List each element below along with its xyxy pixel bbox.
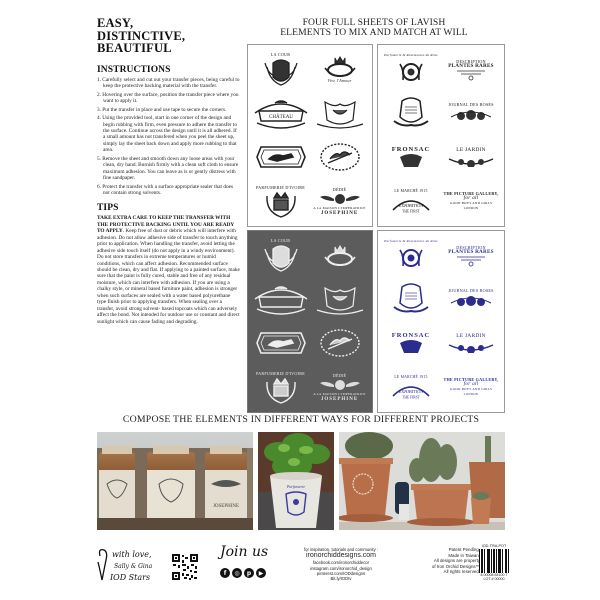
rose-garland-icon xyxy=(449,293,493,311)
svg-text:EXHIBITION: EXHIBITION xyxy=(398,388,424,394)
transfer-sheet-black-on-white xyxy=(247,44,373,227)
motif-marche-exhibition xyxy=(382,366,440,408)
motif-caption: Parfumerie & Rosementes du Rose xyxy=(384,239,438,244)
motif-birds-wreath xyxy=(311,137,368,179)
motif-caption-text: LE MARCHÉ xyxy=(394,188,419,193)
cacti-photo-image xyxy=(339,432,505,530)
exhibition-wreath-icon xyxy=(389,194,433,214)
sku-label: IOD-TRA-POT xyxy=(481,544,507,548)
motif-caption: PARFUMERIE D'IVOIRE xyxy=(256,370,305,376)
social-links xyxy=(220,568,266,578)
motif-caption: JOSEPHINE xyxy=(320,396,359,402)
facebook-link[interactable]: facebook.com/ironorchiddecor xyxy=(312,560,370,566)
motif-le-jardin xyxy=(442,323,500,365)
instruction-step: 2. Hovering over the surface, position the transfer piece where you want to apply it. xyxy=(97,91,239,104)
motif-caption: GOOD BOYS AND GIRLS xyxy=(449,201,493,206)
youtube-icon[interactable]: ▶ xyxy=(256,568,266,578)
community-links xyxy=(286,547,396,581)
instruction-step: 1. Carefully select and cut out your transfer pieces, being careful to keep the protective backing material with the transfer. xyxy=(97,76,240,89)
motif-journal xyxy=(442,93,500,135)
motif-la-cour xyxy=(252,49,309,91)
pinterest-icon[interactable]: p xyxy=(244,568,254,578)
motif-caption: LE JARDIN xyxy=(456,332,486,339)
motif-caption: LONDON xyxy=(463,392,479,397)
motif-caption: PARFUMERIE D'IVOIRE xyxy=(256,184,305,190)
motif-caption: PLANTES RARES xyxy=(448,248,494,255)
legal-line: Patent Pending. xyxy=(448,547,480,552)
heart-signature-icon xyxy=(96,546,166,586)
svg-text:CHÂTEAU: CHÂTEAU xyxy=(268,114,293,120)
motif-la-cour xyxy=(252,235,309,277)
motif-horse xyxy=(252,323,309,365)
motif-caption: THE PICTURE GALLERY, xyxy=(443,191,499,197)
join-us-block xyxy=(216,546,276,586)
legal-line: All rights reserved. xyxy=(443,569,480,575)
motif-caption-text: LE MARCHÉ xyxy=(394,374,419,379)
motif-caption: A LA MAISON L'IMPERATRICE xyxy=(313,391,366,396)
text-lines-icon xyxy=(451,255,491,267)
svg-text:Sally & Gina: Sally & Gina xyxy=(114,563,153,570)
motif-caption: DESCRIPTION xyxy=(456,244,486,250)
motif-fronsac xyxy=(382,137,440,179)
svg-text:EXHIBITION: EXHIBITION xyxy=(398,202,424,208)
winged-emblem-icon xyxy=(318,378,362,392)
legal-text xyxy=(418,547,480,575)
instagram-icon[interactable]: ◎ xyxy=(232,568,242,578)
crock-label: JOSEPHINE xyxy=(212,504,240,509)
motif-caption: LA COUR xyxy=(270,52,291,58)
motif-caption: LA COUR xyxy=(270,238,291,244)
motif-picture-gallery xyxy=(442,366,500,408)
motif-caption: DESCRIPTION xyxy=(456,58,486,64)
instruction-step: 4. Using the provided tool, start in one corner of the design and begin rubbing with firm, even pressure to adhere the transfer to the surface. Continue across the design until it is all adhered. If a small amount has not transfered when you peel the sheet up, simply lay the sheet back down and apply more rubbing to that area. xyxy=(97,115,237,154)
compose-heading: COMPOSE THE ELEMENTS IN DIFFERENT WAYS FOR DIFFERENT PROJECTS xyxy=(122,414,480,425)
motif-caption: LE JARDIN xyxy=(456,146,486,153)
legal-line: Made in Taiwan. xyxy=(448,552,480,558)
motif-caption: DÉDIÉ xyxy=(332,372,347,378)
wreath-icon xyxy=(318,327,362,359)
motif-fronsac xyxy=(382,323,440,365)
crown-icon xyxy=(321,56,359,78)
motif-ivory-crown xyxy=(252,366,309,408)
lot-number: LOT # 00000 xyxy=(483,577,505,581)
text-lines-icon xyxy=(451,69,491,81)
sheets-title xyxy=(243,18,505,38)
winged-emblem-icon xyxy=(318,192,362,206)
rose-garland-icon xyxy=(449,107,493,125)
motif-parfumerie xyxy=(382,49,440,91)
motif-caption: Parfumerie & Rosementes du Rose xyxy=(384,53,438,58)
cartouche-icon xyxy=(390,97,432,131)
motif-cartouche xyxy=(382,279,440,321)
instructions-column xyxy=(97,17,240,325)
svg-text:THE FIRST: THE FIRST xyxy=(402,209,420,214)
tips-lead: TAKE EXTRA CARE TO KEEP THE TRANSFER WITH THE PROTECTIVE BACKING UNTIL YOU ARE READY TO APPLY xyxy=(97,215,235,235)
motif-parfumerie xyxy=(382,235,440,277)
horse-plaque-icon xyxy=(255,143,307,171)
transfer-sheet-white-on-dark xyxy=(247,230,373,413)
hero-title-line: BEAUTIFUL xyxy=(97,41,172,55)
flower-swag-icon xyxy=(447,339,495,353)
svg-text:IOD Stars: IOD Stars xyxy=(110,573,151,582)
facebook-icon[interactable]: f xyxy=(220,568,230,578)
transfer-sheet-typography-black xyxy=(377,44,505,227)
barcode xyxy=(476,544,512,592)
barcode-number: 8 00008 84100 7 xyxy=(480,573,508,577)
photo-crocks xyxy=(97,432,253,530)
motif-crown-swan xyxy=(311,49,368,91)
photo-cacti-pots xyxy=(339,432,505,530)
motif-crown-swan xyxy=(311,235,368,277)
motif-caption: JOSEPHINE xyxy=(320,210,359,216)
motif-caption: GOOD BOYS AND GIRLS xyxy=(449,387,493,392)
garland-icon xyxy=(253,99,309,129)
crocks-photo-image xyxy=(97,432,253,530)
website-link[interactable]: ironorchiddesigns.com xyxy=(305,552,377,560)
photo-potted-plant xyxy=(258,432,334,530)
instruction-step: 3. Put the transfer in place and use tape to secure the corners. xyxy=(97,106,227,113)
svg-text:Parfumerie: Parfumerie xyxy=(286,484,306,489)
motif-caption: FRONSAC xyxy=(391,331,431,339)
motif-caption: LONDON xyxy=(463,206,479,211)
crest-icon xyxy=(264,57,298,87)
sheets-title-line: FOUR FULL SHEETS OF LAVISH xyxy=(302,17,446,28)
motif-caption: PLANTES RARES xyxy=(448,62,494,69)
basket-icon xyxy=(396,153,426,169)
tips-body: . Keep free of dust or debris which will interfere with adhesion. Do not allow adhesive side of transfer to touch anything prior to application. When handling the transfer, avoid letting the adhesive side touch itself (do not apply in a windy environment). Do not store transfers in extreme temperatures or humid conditions, which can affect adhesion. Recommended surface should be clean, dry and flat. If applying to a painted surface, make sure that the paint is fully cured, stable and free of any residual moisture, which can interfere with adhesion. If you are using a chalky style, or mineral based furniture paint, adhesion is stronger when such surfaces are sealed with a water based polyurethane type finish prior to applying transfers. When sealing over a transfer, avoid strong solvent- based topcoats which can adversely affect the bond. Not intended for outdoor use or constant and direct sunlight which can cause fading and degrading. xyxy=(97,228,240,325)
instruction-step: 5. Remove the sheet and smooth down any loose areas with your clean, dry hand. Burnish firmly with a clean soft cloth to ensure maximum adhesion. You can leave as is or gently distress with fine sandpaper. xyxy=(97,155,239,181)
motif-caption: Vive l'Amour xyxy=(327,78,352,84)
motif-birds-wreath xyxy=(311,323,368,365)
bird-icon xyxy=(315,98,365,130)
signature-logo xyxy=(96,546,166,586)
motif-caption: for all xyxy=(463,381,479,388)
motif-le-jardin xyxy=(442,137,500,179)
youtube-link[interactable]: Bit.ly/IODtv xyxy=(330,576,352,582)
cherub-crest-icon xyxy=(396,58,426,86)
tips-heading: TIPS xyxy=(97,203,119,214)
motif-caption: FRONSAC xyxy=(391,145,431,153)
motif-year: 1915 xyxy=(419,188,428,193)
transfer-sheet-typography-blue xyxy=(377,230,505,413)
bird-icon xyxy=(315,284,365,316)
legal-line: All designs are property xyxy=(433,558,480,564)
motif-caption: A LA MAISON L'IMPERATRICE xyxy=(313,205,366,210)
motif-caption: JOURNAL DES ROSES xyxy=(448,102,494,108)
horse-plaque-icon xyxy=(255,329,307,357)
motif-caption: for all xyxy=(463,195,479,202)
svg-text:with love,: with love, xyxy=(112,550,152,559)
exhibition-wreath-icon xyxy=(389,380,433,400)
motif-picture-gallery xyxy=(442,180,500,222)
motif-bird-banner xyxy=(311,93,368,135)
motif-caption: THE PICTURE GALLERY, xyxy=(443,377,499,383)
crown-wreath-icon xyxy=(264,190,298,218)
motif-dedie-josephine xyxy=(311,366,368,408)
svg-text:THE FIRST: THE FIRST xyxy=(402,395,420,400)
hero-title-line: EASY, xyxy=(97,16,134,30)
hero-title xyxy=(97,17,240,55)
motif-cartouche xyxy=(382,93,440,135)
crown-wreath-icon xyxy=(264,376,298,404)
motif-journal xyxy=(442,279,500,321)
motif-chateau xyxy=(252,279,309,321)
instagram-link[interactable]: instagram.com/ironorchid_design xyxy=(310,565,372,571)
motif-horse xyxy=(252,137,309,179)
instructions-list xyxy=(97,77,240,197)
motif-bird-banner xyxy=(311,279,368,321)
motif-ivory-crown xyxy=(252,180,309,222)
community-intro: for inspiration, tutorials and community : xyxy=(303,547,378,552)
instruction-step: 6. Protect the transfer with a surface appropriate sealer that does not contain strong solvents. xyxy=(97,183,234,196)
motif-plantes-rares xyxy=(442,235,500,277)
motif-caption: DÉDIÉ xyxy=(332,186,347,192)
wreath-icon xyxy=(318,141,362,173)
garland-icon xyxy=(253,285,309,315)
legal-line: of Iron Orchid Designs™ xyxy=(431,563,480,569)
motif-year: 1915 xyxy=(419,374,428,379)
flower-swag-icon xyxy=(447,153,495,167)
join-us-text: Join us xyxy=(220,544,269,560)
sheets-title-line: ELEMENTS TO MIX AND MATCH AT WILL xyxy=(280,27,468,38)
plant-photo-image xyxy=(258,432,334,530)
basket-icon xyxy=(396,339,426,355)
instructions-heading: INSTRUCTIONS xyxy=(97,64,171,75)
cherub-crest-icon xyxy=(396,244,426,272)
motif-chateau xyxy=(252,93,309,135)
pinterest-link[interactable]: pinterest.com/IODdesigns xyxy=(316,570,366,576)
motif-caption: JOURNAL DES ROSES xyxy=(448,288,494,294)
barcode-icon xyxy=(479,549,509,573)
hero-title-line: DISTINCTIVE, xyxy=(97,28,186,43)
cartouche-icon xyxy=(390,283,432,317)
motif-plantes-rares xyxy=(442,49,500,91)
motif-marche-exhibition xyxy=(382,180,440,222)
motif-dedie-josephine xyxy=(311,180,368,222)
tips-text xyxy=(97,215,240,325)
crest-icon xyxy=(264,243,298,273)
qr-code[interactable] xyxy=(172,554,198,580)
qr-code-icon xyxy=(172,554,198,580)
crown-icon xyxy=(321,245,359,267)
